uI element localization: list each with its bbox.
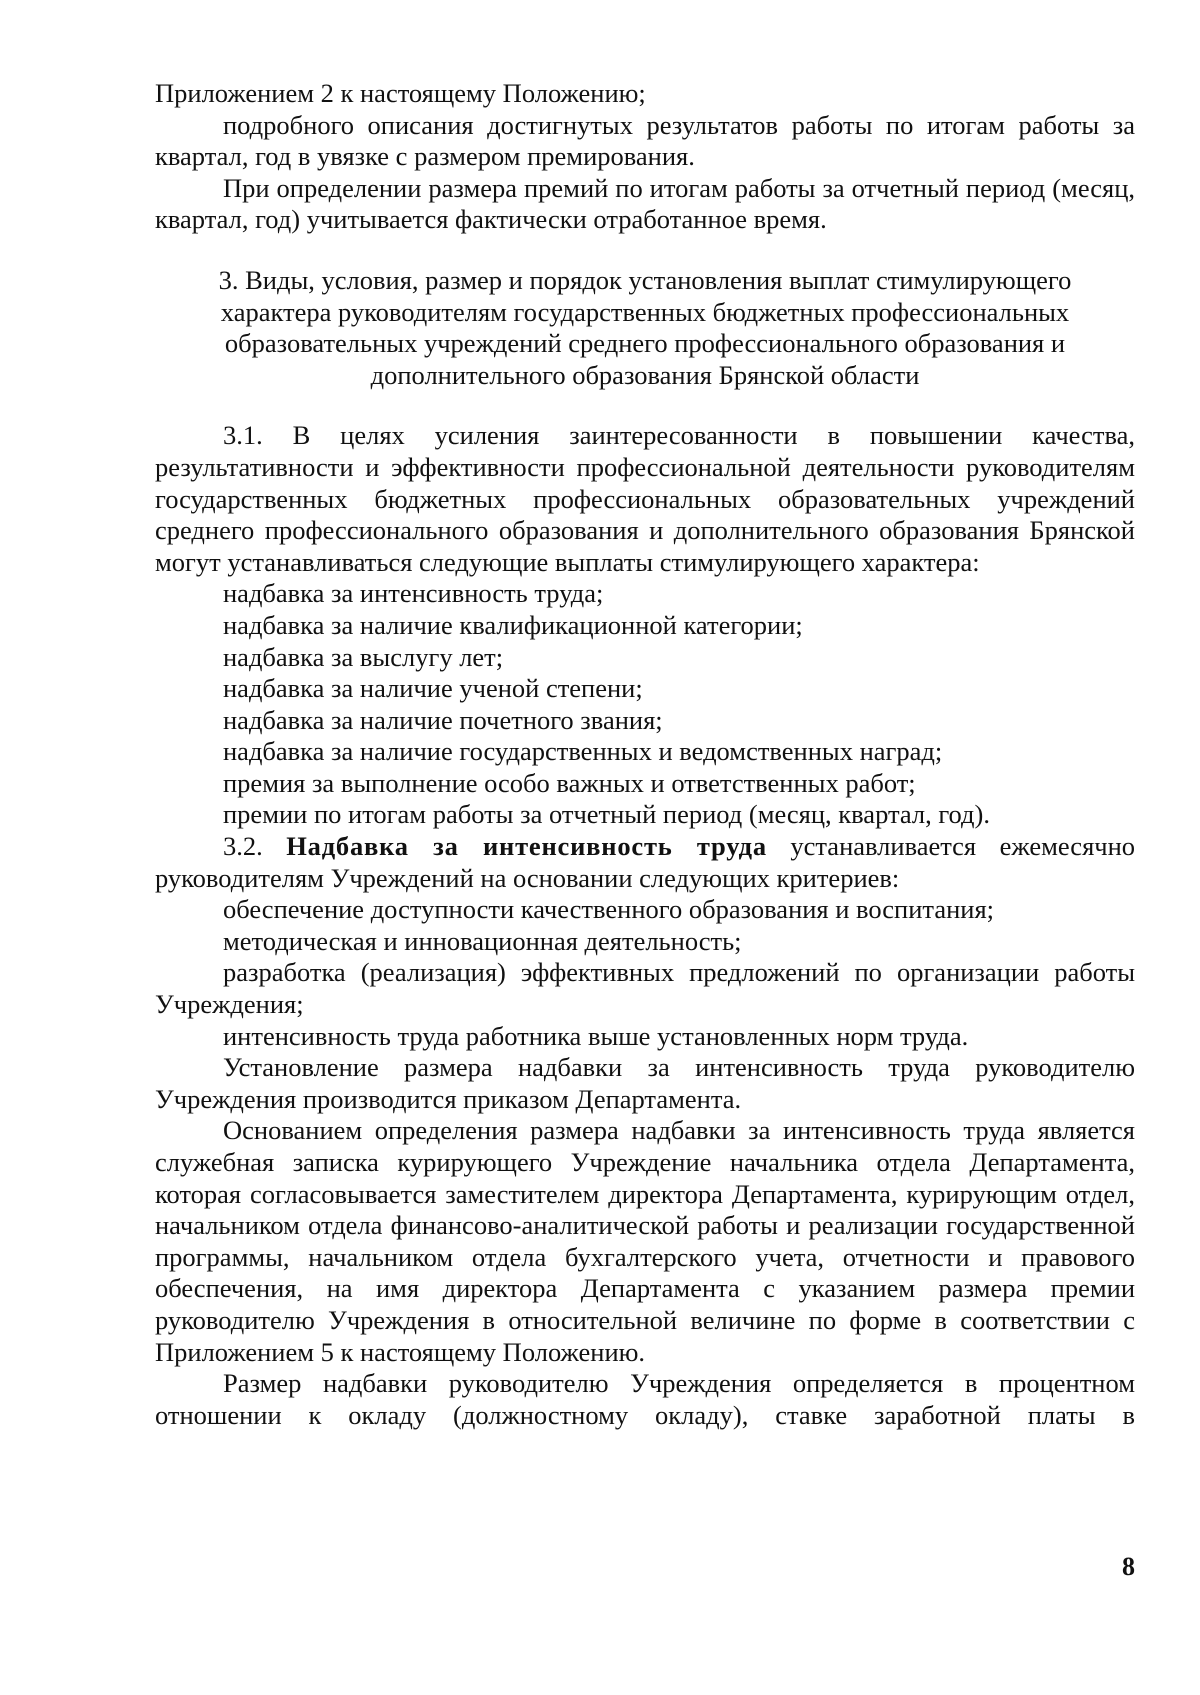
section-3-heading: [155, 265, 1135, 391]
list-item: обеспечение доступности качественного образования и воспитания;: [223, 894, 994, 925]
list-item: надбавка за наличие почетного звания;: [223, 704, 663, 735]
paragraph-3-1: 3.1. В целях усиления заинтересованности в повышении качества, результативности и эффективности профессиональной деятельности руководителям государственных бюджетных профессиональных образовательных учреждений среднего профессионального образования и дополнительного образования Брянской могут устанавливаться следующие выплаты стимулирующего характера:: [155, 420, 1135, 577]
heading-line: образовательных учреждений среднего профессионального образования и: [224, 328, 1066, 359]
list-item: надбавка за интенсивность труда;: [223, 578, 604, 609]
paragraph-3-2: [155, 831, 1135, 894]
document-page: [155, 78, 1135, 1431]
bold-term: Надбавка за интенсивность труда: [286, 831, 767, 862]
heading-line: дополнительного образования Брянской области: [370, 359, 920, 390]
payments-list: [155, 578, 1135, 831]
intro-line: Приложением 2 к настоящему Положению;: [155, 78, 646, 108]
list-item: разработка (реализация) эффективных предложений по организации работы Учреждения;: [155, 957, 1135, 1020]
list-item: надбавка за наличие государственных и ведомственных наград;: [223, 736, 943, 767]
heading-line: характера руководителям государственных бюджетных профессиональных: [220, 296, 1070, 327]
paragraph-number: 3.2.: [223, 831, 263, 862]
list-item: премии по итогам работы за отчетный период (месяц, квартал, год).: [223, 799, 990, 830]
list-item: интенсивность труда работника выше установленных норм труда.: [223, 1020, 969, 1051]
list-item: надбавка за наличие ученой степени;: [223, 673, 643, 704]
page-number: 8: [1122, 1552, 1135, 1581]
paragraph-basis: Основанием определения размера надбавки за интенсивность труда является служебная записка курирующего Учреждение начальника отдела Департамента, которая согласовывается заместителем директора Департамента, курирующим отдел, начальником отдела финансово-аналитической работы и реализации государственной программы, начальником отдела бухгалтерского учета, отчетности и правового обеспечения, на имя директора Департамента с указанием размера премии руководителю Учреждения в относительной величине по форме в соответствии с Приложением 5 к настоящему Положению.: [155, 1115, 1135, 1367]
heading-line: 3. Виды, условия, размер и порядок установления выплат стимулирующего: [218, 264, 1072, 295]
list-item: методическая и инновационная деятельность;: [223, 925, 742, 956]
list-item: премия за выполнение особо важных и ответственных работ;: [223, 767, 916, 798]
paragraph-order: Установление размера надбавки за интенсивность труда руководителю Учреждения производится приказом Департамента.: [155, 1052, 1135, 1114]
criteria-list: [155, 894, 1135, 1052]
paragraph-3-2-text: устанавливается ежемесячно руководителям Учреждений на основании следующих критериев:: [155, 831, 1136, 893]
intro-paragraph-results: подробного описания достигнутых результатов работы по итогам работы за квартал, год в увязке с размером премирования.: [155, 109, 1135, 172]
intro-paragraph-period: При определении размера премий по итогам работы за отчетный период (месяц, квартал, год) учитывается фактически отработанное время.: [155, 172, 1135, 235]
paragraph-size: Размер надбавки руководителю Учреждения определяется в процентном отношении к окладу (должностному окладу), ставке заработной платы в: [155, 1368, 1135, 1430]
list-item: надбавка за наличие квалификационной категории;: [223, 609, 803, 640]
list-item: надбавка за выслугу лет;: [223, 641, 504, 672]
